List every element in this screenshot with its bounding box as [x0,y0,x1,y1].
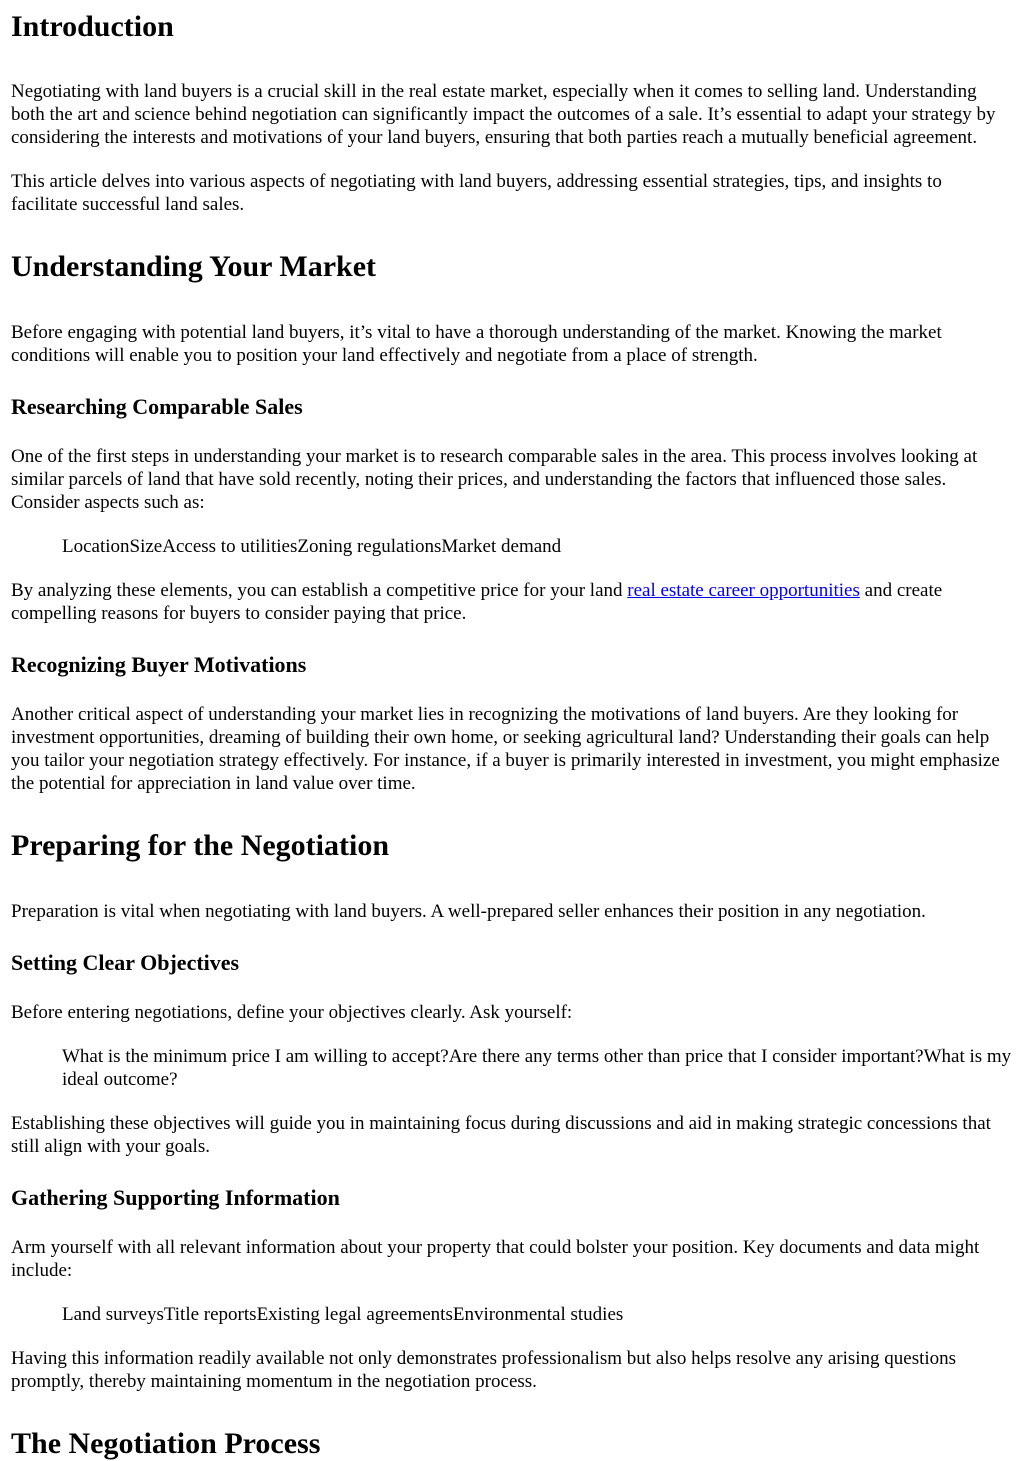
objectives-paragraph-2: Establishing these objectives will guide you in maintaining focus during discussions and aid in making strategic concessions that still align with your goals. [11,1113,991,1157]
list-item: Zoning regulations [297,536,442,557]
heading-preparing-negotiation: Preparing for the Negotiation [11,829,390,862]
list-item: Access to utilities [162,536,298,557]
heading-understanding-market: Understanding Your Market [11,250,377,283]
motivations-paragraph-1: Another critical aspect of understanding your market lies in recognizing the motivations of land buyers. Are they looking for investment opportunities, dreaming of building their own home, or seeking agricultural land? Understanding their goals can help you tailor your negotiation strategy effectively. For instance, if a buyer is primarily interested in investment, you might emphasize the potential for appreciation in land value over time. [11,704,1000,794]
objectives-paragraph-1: Before entering negotiations, define your objectives clearly. Ask yourself: [11,1002,573,1023]
preparing-paragraph-1: Preparation is vital when negotiating with land buyers. A well-prepared seller enhances their position in any negotiation. [11,901,926,922]
comparable-text-after-link: and create compelling reasons for buyers to consider paying that price. [11,580,943,624]
list-item: Environmental studies [452,1304,624,1325]
list-item: Size [129,536,163,557]
article [0,10,1024,1461]
comparable-factors-list [11,535,1013,558]
market-paragraph-1: Before engaging with potential land buyers, it’s vital to have a thorough understanding of the market. Knowing the market conditions will enable you to position your land effectively and negotiate from a place of strength. [11,322,942,366]
heading-negotiation-process: The Negotiation Process [11,1427,321,1460]
list-item: Market demand [441,536,562,557]
heading-comparable-sales: Researching Comparable Sales [11,394,303,419]
list-item: Existing legal agreements [256,1304,453,1325]
info-paragraph-2: Having this information readily available not only demonstrates professionalism but also helps resolve any arising questions promptly, thereby maintaining momentum in the negotiation process. [11,1348,957,1392]
intro-paragraph-1: Negotiating with land buyers is a crucial skill in the real estate market, especially when it comes to selling land. Understanding both the art and science behind negotiation can significantly impact the outcomes of a sale. It’s essential to adapt your strategy by considering the interests and motivations of your land buyers, ensuring that both parties reach a mutually beneficial agreement. [11,81,996,148]
info-paragraph-1: Arm yourself with all relevant information about your property that could bolster your position. Key documents and data might include: [11,1237,980,1281]
list-item: What is the minimum price I am willing to accept? [62,1046,449,1067]
comparable-paragraph-2 [11,579,1013,625]
heading-introduction: Introduction [11,10,174,43]
comparable-text-before-link: By analyzing these elements, you can establish a competitive price for your land [11,580,628,601]
real-estate-career-link[interactable]: real estate career opportunities [627,580,860,601]
documents-list [11,1303,1013,1326]
list-item: What is my ideal outcome? [62,1046,1012,1090]
heading-buyer-motivations: Recognizing Buyer Motivations [11,652,307,677]
heading-supporting-information: Gathering Supporting Information [11,1185,340,1210]
comparable-paragraph-1: One of the first steps in understanding your market is to research comparable sales in the area. This process involves looking at similar parcels of land that have sold recently, noting their prices, and understanding the factors that influenced those sales. Consider aspects such as: [11,446,978,513]
list-item: Land surveys [62,1304,164,1325]
list-item: Are there any terms other than price that I consider important? [448,1046,924,1067]
list-item: Title reports [163,1304,257,1325]
intro-paragraph-2: This article delves into various aspects of negotiating with land buyers, addressing essential strategies, tips, and insights to facilitate successful land sales. [11,171,942,215]
heading-clear-objectives: Setting Clear Objectives [11,950,240,975]
list-item: Location [62,536,130,557]
objectives-questions-list [11,1045,1013,1091]
